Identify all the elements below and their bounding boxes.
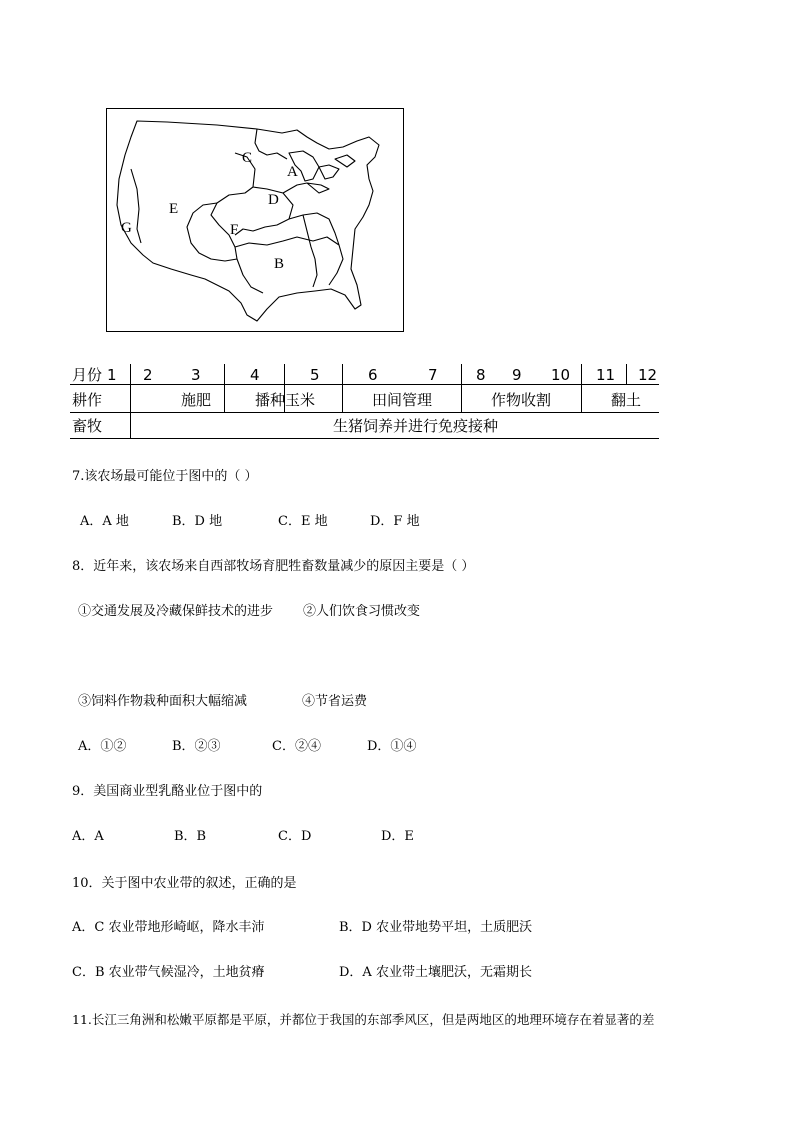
month-3: 3 <box>191 366 201 384</box>
question-9: 9．美国商业型乳酪业位于图中的 <box>72 784 263 799</box>
q10-option-b: B．D 农业带地势平坦，土质肥沃 <box>339 920 533 935</box>
map-label-e: E <box>169 201 179 217</box>
farm-schedule-table <box>70 362 659 442</box>
crop-task-fertilize: 施肥 <box>181 391 212 409</box>
q8-item-4: ④节省运费 <box>302 694 368 709</box>
month-2: 2 <box>143 366 153 384</box>
q7-option-c: C．E 地 <box>278 514 328 529</box>
month-7: 7 <box>428 366 438 384</box>
month-4: 4 <box>250 366 260 384</box>
q8-option-c: C．②④ <box>272 739 321 754</box>
q8-option-a: A．①② <box>78 739 127 754</box>
great-lakes <box>289 151 355 193</box>
q7-option-b: B．D 地 <box>172 514 223 529</box>
month-8: 8 <box>476 366 486 384</box>
crop-task-sow-corn: 播种玉米 <box>255 391 316 409</box>
map-outline <box>107 109 403 331</box>
month-5: 5 <box>310 366 320 384</box>
months-label: 月份 <box>72 366 103 384</box>
map-label-b: B <box>274 256 285 272</box>
q7-option-d: D．F 地 <box>370 514 420 529</box>
livestock-label: 畜牧 <box>72 417 103 435</box>
q8-item-3: ③饲料作物栽种面积大幅缩减 <box>78 694 248 709</box>
month-6: 6 <box>368 366 378 384</box>
q9-option-b: B．B <box>174 829 207 844</box>
q7-option-a: A．A 地 <box>80 514 129 529</box>
month-9: 9 <box>512 366 522 384</box>
map-label-f: F <box>230 222 239 238</box>
question-11: 11.长江三角洲和松嫩平原都是平原，并都位于我国的东部季风区，但是两地区的地理环境存在着显著的差 <box>72 1012 655 1027</box>
q9-option-c: C．D <box>278 829 312 844</box>
q9-option-d: D．E <box>381 829 414 844</box>
map-label-c: C <box>242 150 253 166</box>
q10-option-a: A．C 农业带地形崎岖，降水丰沛 <box>72 920 265 935</box>
q8-option-b: B．②③ <box>172 739 221 754</box>
q9-option-a: A．A <box>72 829 104 844</box>
map-label-d: D <box>268 192 279 208</box>
crop-task-till: 翻土 <box>611 391 642 409</box>
crop-task-field-management: 田间管理 <box>372 391 433 409</box>
q10-option-d: D．A 农业带土壤肥沃，无霜期长 <box>339 965 532 980</box>
map-label-g: G <box>121 220 132 236</box>
q10-option-c: C．B 农业带气候湿冷，土地贫瘠 <box>72 965 265 980</box>
us-agriculture-map <box>106 108 404 332</box>
q8-item-2: ②人们饮食习惯改变 <box>303 604 421 619</box>
month-1: 1 <box>107 366 117 384</box>
question-7: 7.该农场最可能位于图中的（ ） <box>72 469 258 484</box>
month-10: 10 <box>551 366 571 384</box>
month-12: 12 <box>638 366 658 384</box>
question-8: 8．近年来，该农场来自西部牧场育肥牲畜数量减少的原因主要是（ ） <box>72 559 475 574</box>
livestock-task: 生猪饲养并进行免疫接种 <box>333 417 499 435</box>
crop-label: 耕作 <box>72 391 103 409</box>
crop-task-harvest: 作物收割 <box>491 391 552 409</box>
q8-item-1: ①交通发展及冷藏保鲜技术的进步 <box>78 604 274 619</box>
map-label-a: A <box>287 164 298 180</box>
q8-option-d: D．①④ <box>367 739 417 754</box>
question-10: 10．关于图中农业带的叙述，正确的是 <box>72 876 297 891</box>
month-11: 11 <box>596 366 616 384</box>
